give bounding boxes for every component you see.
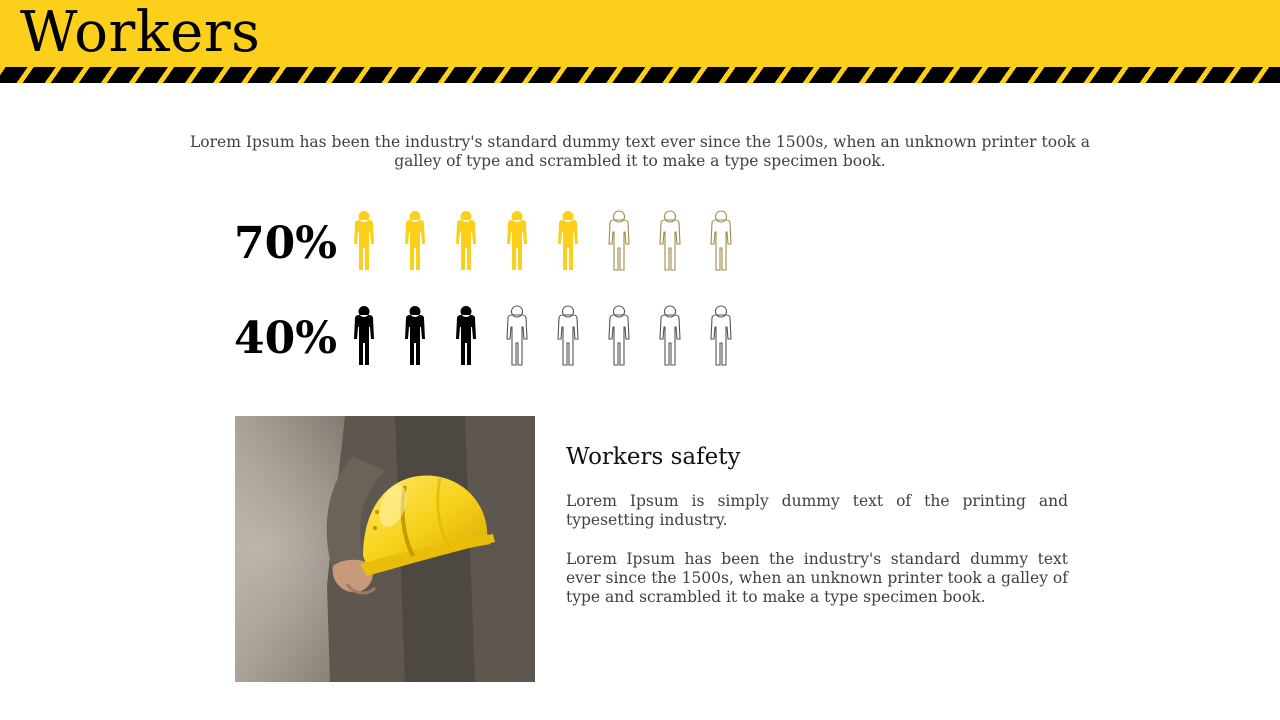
intro-text: Lorem Ipsum has been the industry's standard dummy text ever since the 1500s, when an unknown printer took a galley of type and scrambled it to make a type specimen book. bbox=[190, 133, 1090, 170]
person-filled-icon bbox=[398, 303, 432, 367]
person-filled-icon bbox=[347, 303, 381, 367]
person-filled-icon bbox=[449, 208, 483, 272]
stat-label: 70% bbox=[234, 218, 338, 269]
person-outline-icon bbox=[551, 303, 585, 367]
person-outline-icon bbox=[704, 303, 738, 367]
person-outline-icon bbox=[653, 208, 687, 272]
person-filled-icon bbox=[347, 208, 381, 272]
safety-paragraph-2: Lorem Ipsum has been the industry's standard dummy text ever since the 1500s, when an unknown printer took a galley of type and scrambled it to make a type specimen book. bbox=[566, 550, 1068, 606]
workers-safety-heading: Workers safety bbox=[566, 444, 741, 470]
person-outline-icon bbox=[653, 303, 687, 367]
page-title: Workers bbox=[20, 0, 261, 65]
title-banner bbox=[0, 0, 1280, 67]
person-outline-icon bbox=[500, 303, 534, 367]
person-outline-icon bbox=[602, 208, 636, 272]
worker-hard-hat-photo bbox=[235, 416, 535, 682]
person-filled-icon bbox=[551, 208, 585, 272]
person-outline-icon bbox=[602, 303, 636, 367]
person-filled-icon bbox=[449, 303, 483, 367]
hazard-stripe bbox=[0, 67, 1280, 83]
stat-label: 40% bbox=[234, 313, 338, 364]
safety-paragraph-1: Lorem Ipsum is simply dummy text of the printing and typesetting industry. bbox=[566, 492, 1068, 529]
hard-hat-illustration bbox=[235, 416, 535, 682]
person-filled-icon bbox=[500, 208, 534, 272]
person-filled-icon bbox=[398, 208, 432, 272]
person-outline-icon bbox=[704, 208, 738, 272]
